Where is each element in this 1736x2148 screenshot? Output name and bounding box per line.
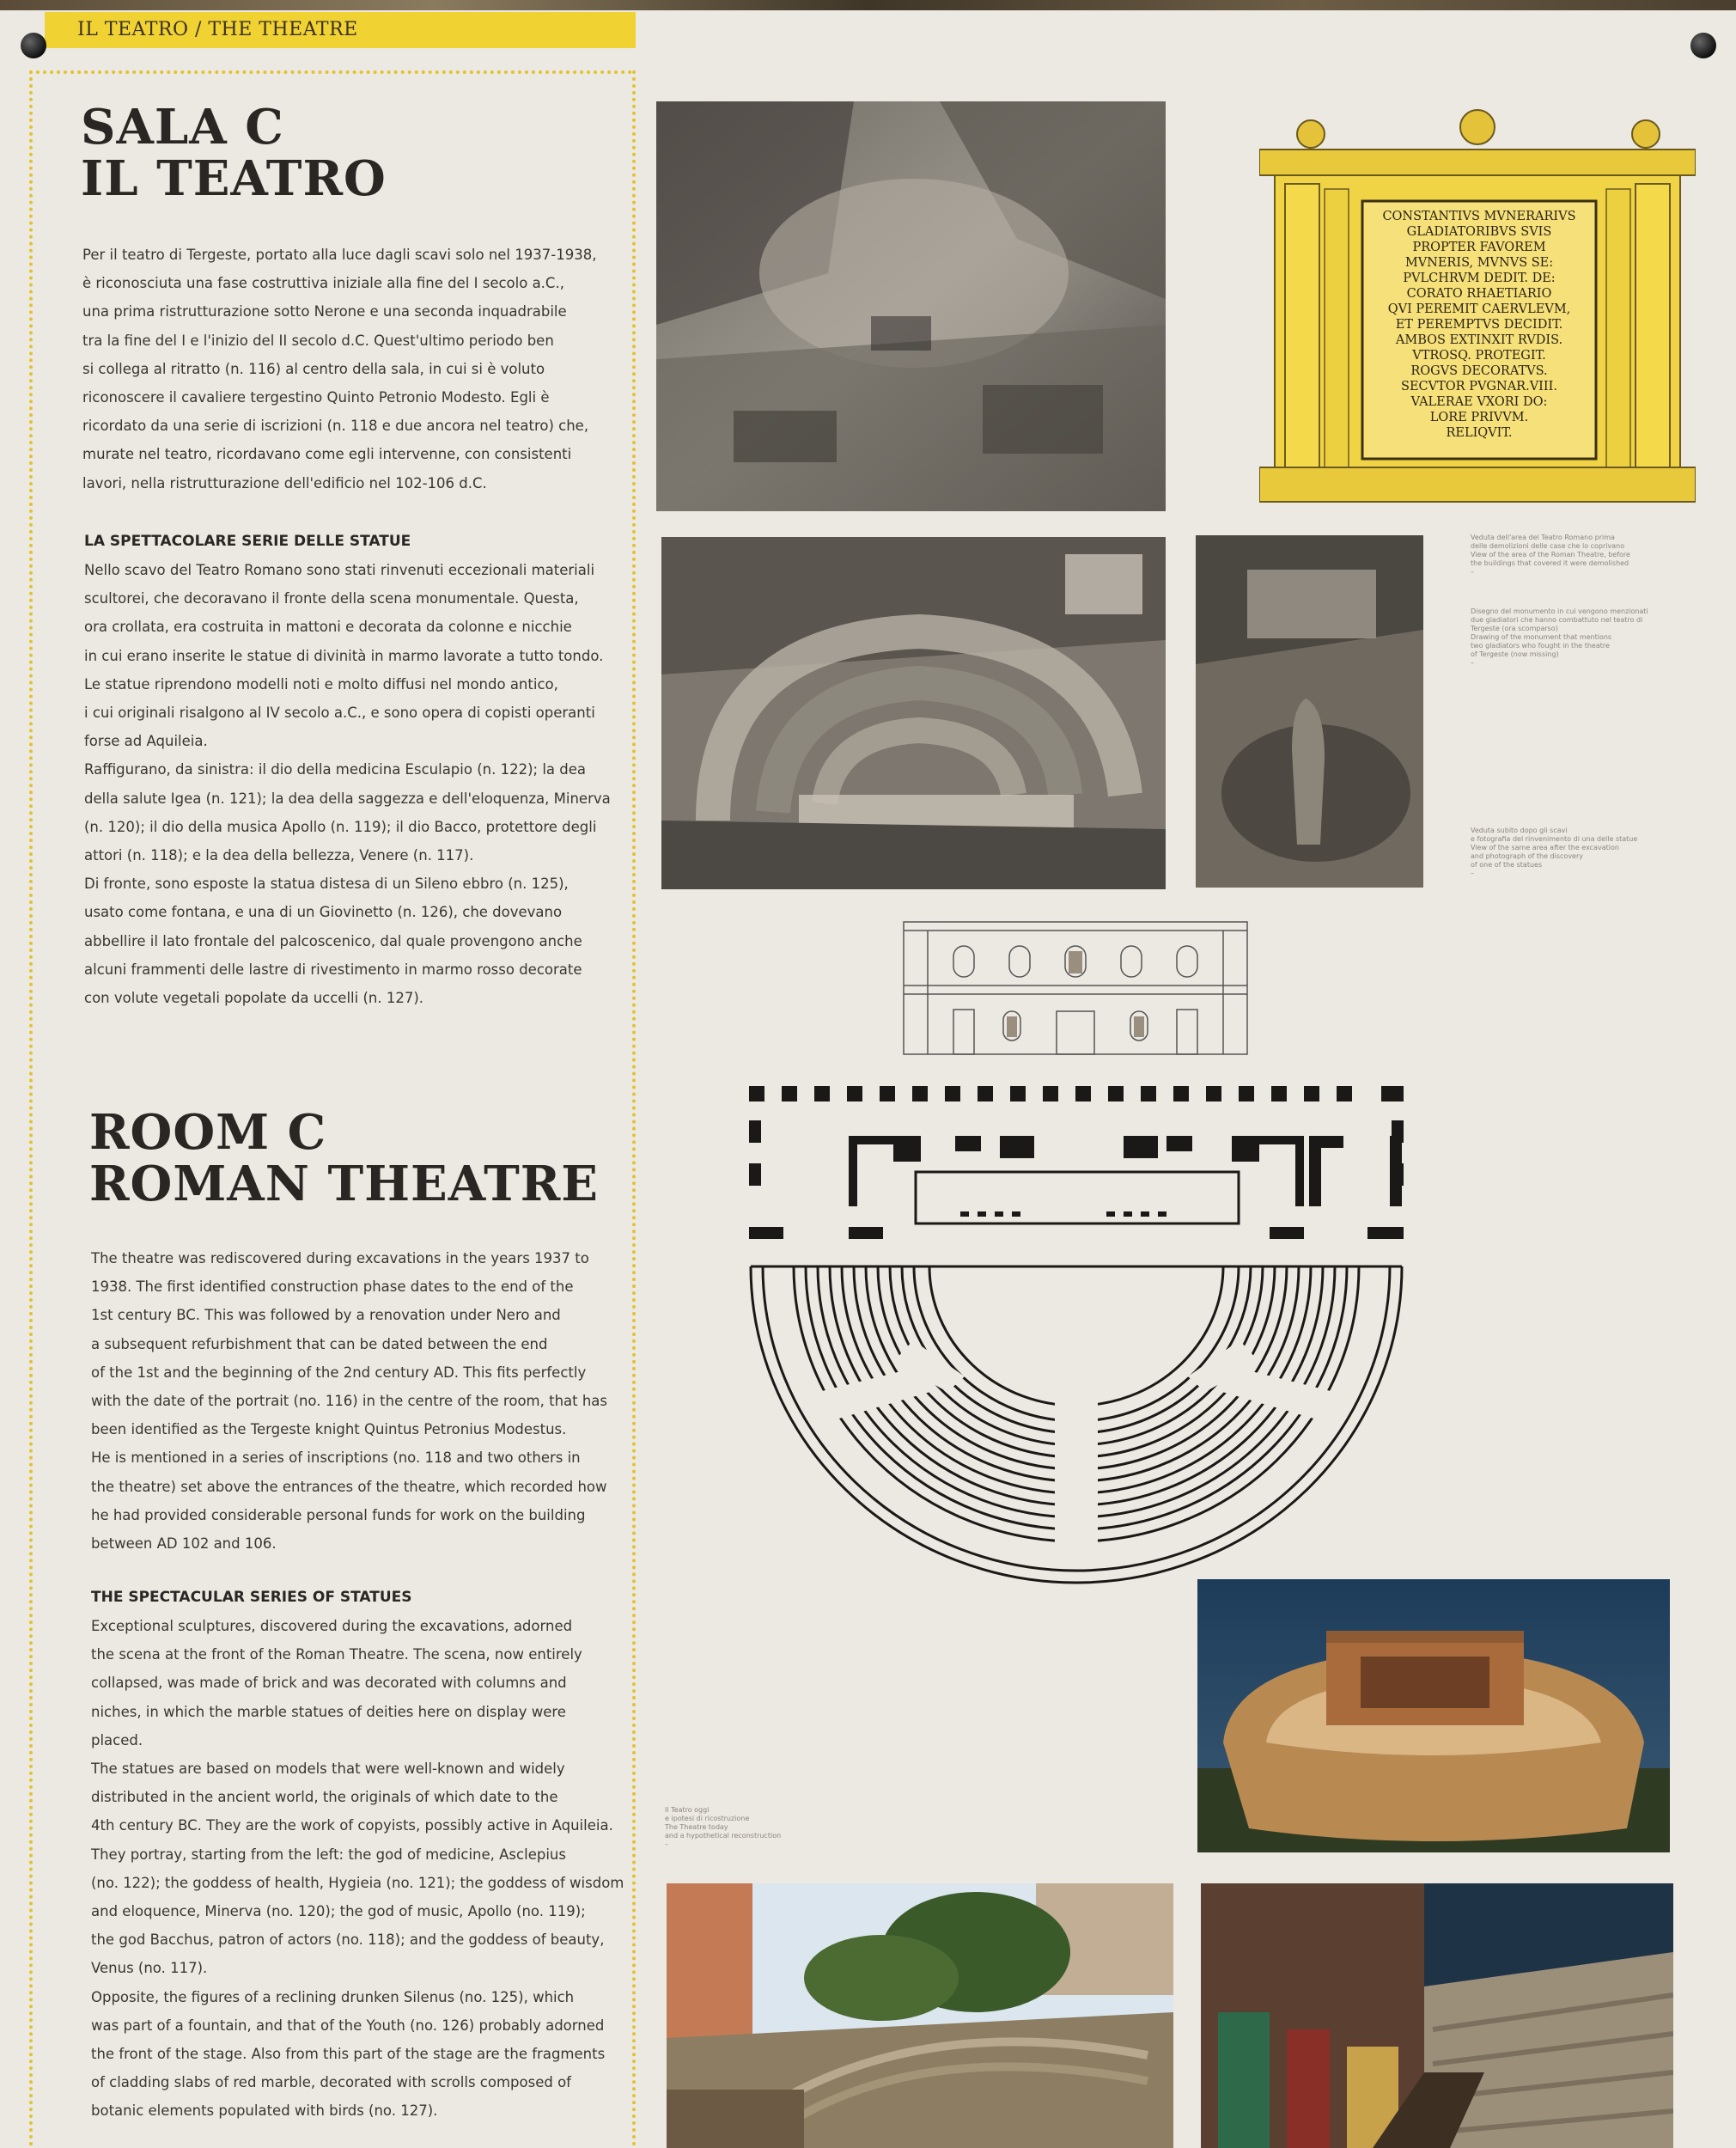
caption-line: – xyxy=(1471,870,1474,877)
inscription-monument-drawing xyxy=(1259,107,1696,506)
text-line: Raffigurano, da sinistra: il dio della medicina Esculapio (n. 122); la dea xyxy=(84,761,587,778)
caption-line: due gladiatori che hanno combattuto nel teatro di xyxy=(1471,616,1643,624)
caption-line: delle demolizioni delle case che lo coprivano xyxy=(1471,542,1625,550)
caption-line: Drawing of the monument that mentions xyxy=(1471,633,1612,641)
text-line: si collega al ritratto (n. 116) al centro della sala, in cui si è voluto xyxy=(82,360,545,377)
dotted-border-left xyxy=(29,70,33,2148)
text-line: 4th century BC. They are the work of copyists, possibly active in Aquileia. xyxy=(91,1817,613,1834)
italian-title-line: SALA C xyxy=(81,99,284,156)
text-line: the god Bacchus, patron of actors (no. 118); and the goddess of beauty, xyxy=(91,1931,605,1949)
text-line: i cui originali risalgono al IV secolo a.C., e sono opera di copisti operanti xyxy=(84,705,595,722)
caption-line: the buildings that covered it were demolished xyxy=(1471,559,1629,567)
text-line: collapsed, was made of brick and was decorated with columns and xyxy=(91,1675,567,1692)
text-line: He is mentioned in a series of inscriptions (no. 118 and two others in xyxy=(91,1449,581,1467)
text-line: botanic elements populated with birds (no. 127). xyxy=(91,2102,438,2120)
dotted-border-top xyxy=(29,70,632,74)
text-line: tra la fine del I e l'inizio del II secolo d.C. Quest'ultimo periodo ben xyxy=(82,332,554,349)
text-line: una prima ristrutturazione sotto Nerone e una seconda inquadrabile xyxy=(82,303,567,320)
text-line: della salute Igea (n. 121); la dea della saggezza e dell'eloquenza, Minerva xyxy=(84,790,611,807)
english-intro xyxy=(91,1244,607,1558)
italian-intro xyxy=(82,241,596,497)
inscription-line: GLADIATORIBVS SVIS xyxy=(1406,225,1552,239)
photo-theatre-after-excavation xyxy=(661,537,1166,889)
text-line: Exceptional sculptures, discovered during the excavations, adorned xyxy=(91,1618,573,1634)
text-line: Nello scavo del Teatro Romano sono stati rinvenuti eccezionali materiali xyxy=(84,562,595,578)
text-line: niches, in which the marble statues of deities here on display were xyxy=(91,1703,566,1720)
text-line: Le statue riprendono modelli noti e molto diffusi nel mondo antico, xyxy=(84,675,558,693)
text-line: been identified as the Tergeste knight Quintus Petronius Modestus. xyxy=(91,1421,567,1438)
english-title xyxy=(89,1104,599,1212)
text-line: between AD 102 and 106. xyxy=(91,1535,277,1553)
photo-aerial-before-demolition xyxy=(656,101,1166,511)
text-line: Per il teatro di Tergeste, portato alla luce dagli scavi solo nel 1937-1938, xyxy=(82,247,597,263)
section-tag: IL TEATRO / THE THEATRE xyxy=(45,12,636,48)
inscription-line: LORE PRIVVM. xyxy=(1429,411,1529,424)
caption-line: e ipotesi di ricostruzione xyxy=(665,1815,750,1822)
caption-line: – xyxy=(1471,659,1474,667)
text-line: the scena at the front of the Roman Theatre. The scena, now entirely xyxy=(91,1646,582,1663)
inscription-line: MVNERIS, MVNVS SE: xyxy=(1404,256,1554,270)
text-line: placed. xyxy=(91,1731,143,1748)
caption-view-before-demolition xyxy=(1471,534,1630,577)
inscription-line: PVLCHRVM DEDIT. DE: xyxy=(1403,272,1556,285)
scene-facade-elevation-drawing xyxy=(902,915,1249,1056)
text-line: the theatre) set above the entrances of the theatre, which recorded how xyxy=(91,1478,607,1495)
caption-line: and a hypothetical reconstruction xyxy=(665,1832,782,1840)
text-line: was part of a fountain, and that of the Youth (no. 126) probably adorned xyxy=(91,2017,605,2034)
text-line: he had provided considerable personal funds for work on the building xyxy=(91,1506,586,1523)
dotted-border-right xyxy=(632,70,636,2148)
inscription-line: VALERAE VXORI DO: xyxy=(1410,395,1548,409)
text-line: ora crollata, era costruita in mattoni e decorata da colonne e nicchie xyxy=(84,619,572,636)
italian-title-line: IL TEATRO xyxy=(81,150,387,207)
text-line: abbellire il lato frontale del palcoscenico, dal quale provengono anche xyxy=(84,932,582,949)
caption-line: and photograph of the discovery xyxy=(1471,852,1583,860)
inscription-line: SECVTOR PVGNAR.VIII. xyxy=(1401,380,1557,394)
italian-title xyxy=(81,99,387,207)
theatre-floor-plan xyxy=(746,1083,1407,1585)
text-line: alcuni frammenti delle lastre di rivestimento in marmo rosso decorate xyxy=(84,961,582,978)
caption-line: two gladiators who fought in the theatre xyxy=(1471,642,1610,650)
inscription-line: CORATO RHAETIARIO xyxy=(1406,287,1552,301)
inscription-line: CONSTANTIVS MVNERARIVS xyxy=(1382,210,1576,223)
photo-theatre-reconstruction xyxy=(1197,1579,1670,1852)
caption-theatre-today xyxy=(665,1806,781,1849)
caption-line: e fotografia del rinvenimento di una delle statue xyxy=(1471,835,1638,843)
caption-line: Tergeste (ora scomparso) xyxy=(1471,625,1558,632)
english-statues-text xyxy=(91,1612,624,2126)
caption-line: – xyxy=(1471,568,1474,576)
caption-line: The Theatre today xyxy=(665,1823,728,1831)
text-line: scultorei, che decoravano il fronte della scena monumentale. Questa, xyxy=(84,590,579,607)
caption-line: Il Teatro oggi xyxy=(665,1806,710,1814)
text-line: attori (n. 118); e la dea della bellezza, Venere (n. 117). xyxy=(84,847,474,864)
inscription-line: ET PEREMPTVS DECIDIT. xyxy=(1395,318,1563,332)
text-line: Venus (no. 117). xyxy=(91,1960,208,1977)
inscription-line: AMBOS EXTINXIT RVDIS. xyxy=(1395,333,1563,347)
text-line: the front of the stage. Also from this part of the stage are the fragments xyxy=(91,2046,606,2063)
italian-statues-text xyxy=(84,556,611,1012)
caption-line: Veduta subito dopo gli scavi xyxy=(1471,827,1568,834)
text-line: forse ad Aquileia. xyxy=(84,733,208,750)
text-line: Opposite, the figures of a reclining drunken Silenus (no. 125), which xyxy=(91,1988,575,2005)
photo-statue-discovery xyxy=(1196,535,1423,888)
text-line: of cladding slabs of red marble, decorated with scrolls composed of xyxy=(91,2074,571,2091)
text-line: 1st century BC. This was followed by a renovation under Nero and xyxy=(91,1307,561,1324)
text-line: riconoscere il cavaliere tergestino Quinto Petronio Modesto. Egli è xyxy=(82,389,550,406)
top-wall-strip xyxy=(0,0,1736,10)
mounting-pin-right xyxy=(1690,33,1716,58)
caption-line: View of the area of the Roman Theatre, before xyxy=(1471,551,1630,558)
inscription-line: ROGVS DECORATVS. xyxy=(1410,364,1548,378)
text-line: in cui erano inserite le statue di divinità in marmo lavorate a tutto tondo. xyxy=(84,647,604,664)
text-line: and eloquence, Minerva (no. 120); the god of music, Apollo (no. 119); xyxy=(91,1903,586,1920)
text-line: with the date of the portrait (no. 116) in the centre of the room, that has xyxy=(91,1393,608,1410)
text-line: (n. 120); il dio della musica Apollo (n. 119); il dio Bacco, protettore degli xyxy=(84,818,597,835)
caption-line: View of the same area after the excavation xyxy=(1471,844,1619,851)
english-statues-heading: THE SPECTACULAR SERIES OF STATUES xyxy=(91,1589,412,1606)
caption-line: Veduta dell'area del Teatro Romano prima xyxy=(1471,534,1615,541)
text-line: murate nel teatro, ricordavano come egli intervenne, con consistenti xyxy=(82,446,572,463)
caption-line: of Tergeste (now missing) xyxy=(1471,650,1559,658)
english-title-line: ROOM C xyxy=(89,1104,327,1161)
text-line: 1938. The first identified construction phase dates to the end of the xyxy=(91,1278,574,1296)
caption-after-excavation xyxy=(1471,827,1637,878)
photo-reconstruction-interior xyxy=(1201,1883,1673,2148)
text-line: con volute vegetali popolate da uccelli (n. 127). xyxy=(84,990,424,1007)
text-line: è riconosciuta una fase costruttiva iniziale alla fine del I secolo a.C., xyxy=(82,275,564,292)
text-line: distributed in the ancient world, the originals of which date to the xyxy=(91,1789,558,1806)
text-line: They portray, starting from the left: the god of medicine, Asclepius xyxy=(91,1846,566,1863)
caption-monument-drawing xyxy=(1471,607,1648,668)
inscription-line: RELIQVIT. xyxy=(1446,426,1513,440)
text-line: ricordato da una serie di iscrizioni (n. 118 e due ancora nel teatro) che, xyxy=(82,418,589,435)
text-line: lavori, nella ristrutturazione dell'edificio nel 102-106 d.C. xyxy=(82,474,487,491)
inscription-line: VTROSQ. PROTEGIT. xyxy=(1412,349,1546,363)
text-line: a subsequent refurbishment that can be dated between the end xyxy=(91,1335,548,1352)
english-title-line: ROMAN THEATRE xyxy=(89,1156,599,1212)
text-line: The theatre was rediscovered during excavations in the years 1937 to xyxy=(91,1250,589,1266)
text-line: usato come fontana, e una di un Giovinetto (n. 126), che dovevano xyxy=(84,904,563,921)
inscription-line: PROPTER FAVOREM xyxy=(1412,241,1546,254)
text-line: The statues are based on models that were well-known and widely xyxy=(91,1761,565,1778)
caption-line: Disegno del monumento in cui vengono menzionati xyxy=(1471,607,1648,615)
italian-statues-heading: LA SPETTACOLARE SERIE DELLE STATUE xyxy=(84,533,411,550)
inscription-line: QVI PEREMIT CAERVLEVM, xyxy=(1387,302,1571,316)
caption-line: of one of the statues xyxy=(1471,861,1543,869)
text-line: of the 1st and the beginning of the 2nd century AD. This fits perfectly xyxy=(91,1364,587,1381)
photo-theatre-today xyxy=(667,1883,1173,2148)
text-line: Di fronte, sono esposte la statua distesa di un Sileno ebbro (n. 125), xyxy=(84,876,569,893)
text-line: (no. 122); the goddess of health, Hygieia (no. 121); the goddess of wisdom xyxy=(91,1874,624,1891)
mounting-pin-left xyxy=(21,33,46,58)
caption-line: – xyxy=(665,1840,668,1848)
